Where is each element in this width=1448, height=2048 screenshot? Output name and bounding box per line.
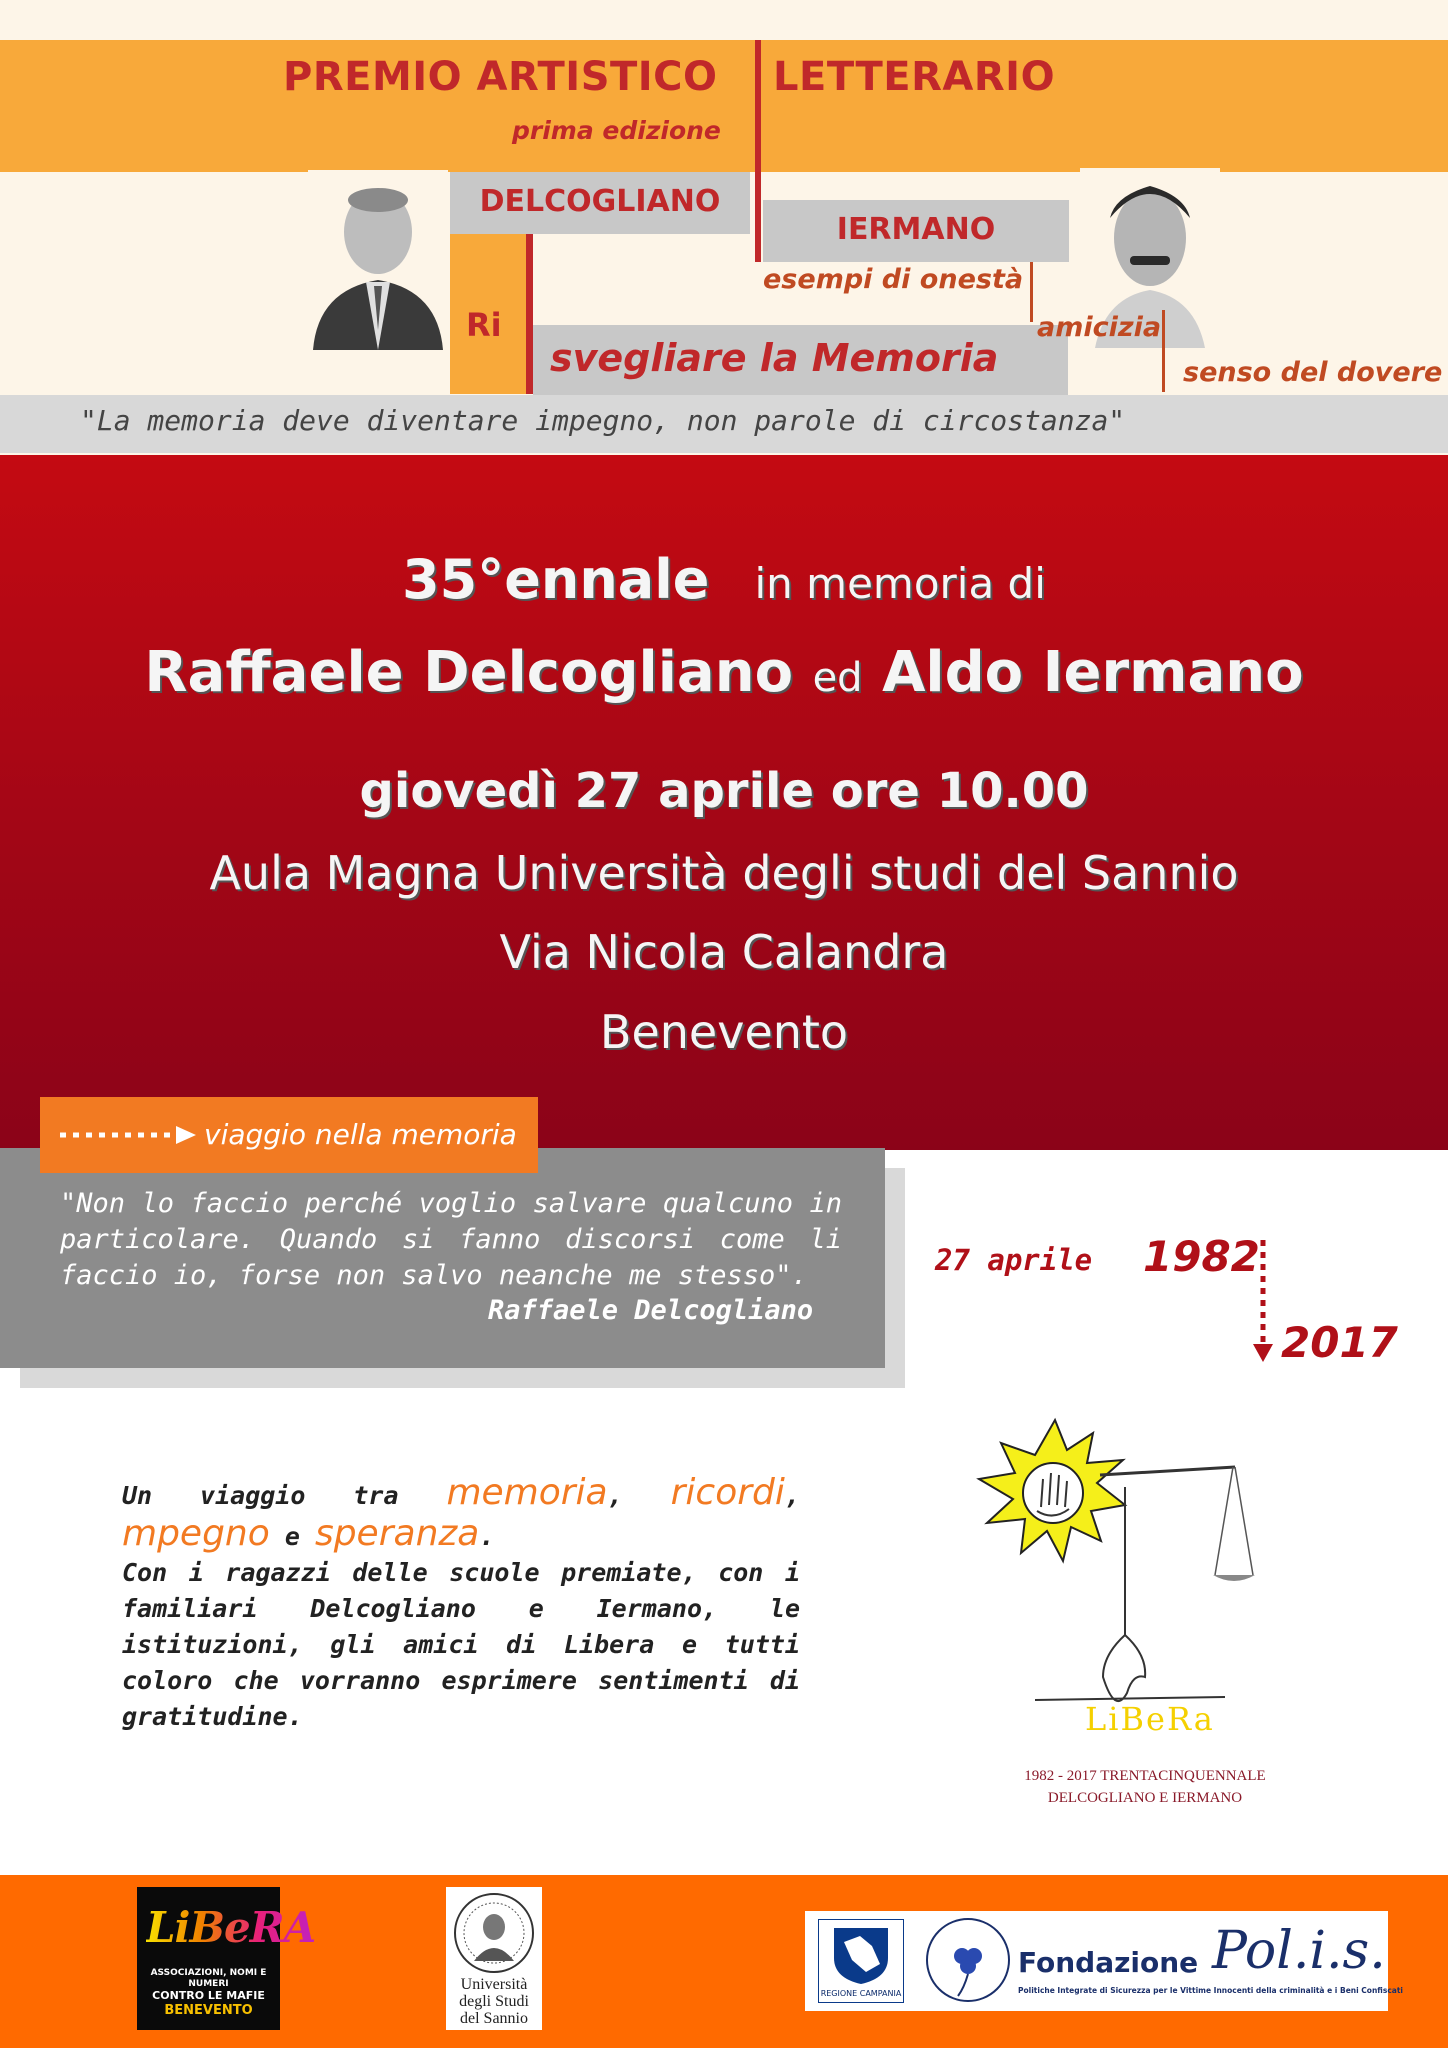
libera-benevento-word-text: LiBeRA [146,1903,316,1952]
invitation-line-2 [122,1513,800,1555]
sun-hand-scales-icon [975,1415,1275,1745]
word-un: Un [122,1481,153,1510]
libera-benevento-subtitle [140,1968,277,2001]
word-viaggio: viaggio [200,1481,306,1510]
conjunction: ed [812,655,863,701]
polis-foundation-name: Fondazione [1018,1946,1199,1979]
event-street: Via Nicola Calandra [499,925,949,979]
name-delcogliano: DELCOGLIANO [479,184,721,219]
logo-caption-line-1: 1982 - 2017 TRENTACINQUENNALE [1024,1768,1266,1784]
value-onesta: esempi di onestà [763,264,1024,295]
quote-author: Raffaele Delcogliano [488,1295,814,1326]
subtitle: prima edizione [512,116,721,145]
anniversary-small: in memoria di [754,559,1046,608]
libera-sub-line-2: CONTRO LE MAFIE [152,1989,265,2002]
highlight-impegno: mpegno [122,1513,270,1554]
invitation-text [122,1472,800,1735]
period: . [479,1522,495,1551]
date-day: 27 aprile [935,1243,1093,1277]
regione-campania-label: REGIONE CAMPANIA [820,1989,902,1998]
polis-brand: Pol.i.s. [1212,1921,1386,1981]
title-right: LETTERARIO [773,54,1056,100]
svegliare-text: svegliare la Memoria [550,336,999,380]
value-dovere: senso del dovere [1183,357,1443,388]
name-iermano: IERMANO [836,212,996,247]
value-divider-1 [1030,262,1033,322]
event-venue: Aula Magna Università degli studi del Sannio [209,846,1239,900]
honorees-line [0,640,1448,705]
university-line-2: degli Studi [459,1993,529,2010]
word-tra: tra [353,1481,399,1510]
title-left: PREMIO ARTISTICO [283,54,718,100]
date-end-year: 2017 [1281,1318,1398,1367]
person-delcogliano: Raffaele Delcogliano [144,640,794,705]
event-city: Benevento [599,1005,849,1059]
portrait-delcogliano-icon [308,170,448,350]
delcogliano-quote: "Non lo faccio perché voglio salvare qualcuno in particolare. Quando si fanno discorsi come li faccio io, forse non salvo neanche me stesso". [60,1188,842,1291]
memory-tag-text: viaggio nella memoria [204,1118,517,1151]
highlight-speranza: speranza [314,1513,480,1554]
logo-caption-line-2: DELCOGLIANO E IERMANO [1047,1790,1243,1806]
logo-caption [985,1765,1305,1809]
libera-word-text: LiBeRa [1085,1700,1215,1738]
word-e: e [284,1522,300,1551]
person-iermano: Aldo Iermano [882,640,1304,705]
highlight-ricordi: ricordi [670,1472,785,1513]
event-datetime: giovedì 27 aprile ore 10.00 [359,763,1089,819]
value-divider-2 [1162,310,1165,392]
university-line-1: Università [460,1976,528,1993]
libera-benevento-city: BENEVENTO [164,2003,253,2018]
header-quote: "La memoria deve diventare impegno, non parole di circostanza" [80,404,1126,437]
regione-campania-emblem-icon [830,1924,892,1986]
university-seal-icon [452,1891,536,1975]
dotted-arrow-right-icon [58,1124,198,1146]
invitation-paragraph: Con i ragazzi delle scuole premiate, con i familiari Delcogliano e Iermano, le istituzioni, gli amici di Libera e tutti coloro che vorranno esprimere sentimenti di gratitudine. [122,1558,800,1731]
ri-label: Ri [466,306,502,344]
polis-flower-icon [924,1916,1012,2004]
invitation-line-1 [122,1472,800,1514]
comma-1: , [607,1481,623,1510]
polis-tagline: Politiche Integrate di Sicurezza per le Vittime Innocenti della criminalità e i Beni Confiscati [1018,1986,1403,1995]
university-name [446,1976,542,2027]
libera-sub-line-1: ASSOCIAZIONI, NOMI E NUMERI [150,1968,267,1989]
libera-benevento-word [146,1903,315,1952]
libera-logo-word [1085,1700,1215,1738]
comma-2: , [784,1481,800,1510]
anniversary-line [0,548,1448,611]
date-start-year: 1982 [1143,1232,1260,1281]
divider-line [755,40,761,262]
dotted-arrow-down-icon [1248,1236,1278,1366]
ri-red-line [526,234,533,394]
highlight-memoria: memoria [446,1472,608,1513]
value-amicizia: amicizia [1037,312,1162,343]
anniversary-big: 35°ennale [402,548,710,611]
header-orange-band [0,40,1448,172]
university-line-3: del Sannio [460,2010,528,2027]
